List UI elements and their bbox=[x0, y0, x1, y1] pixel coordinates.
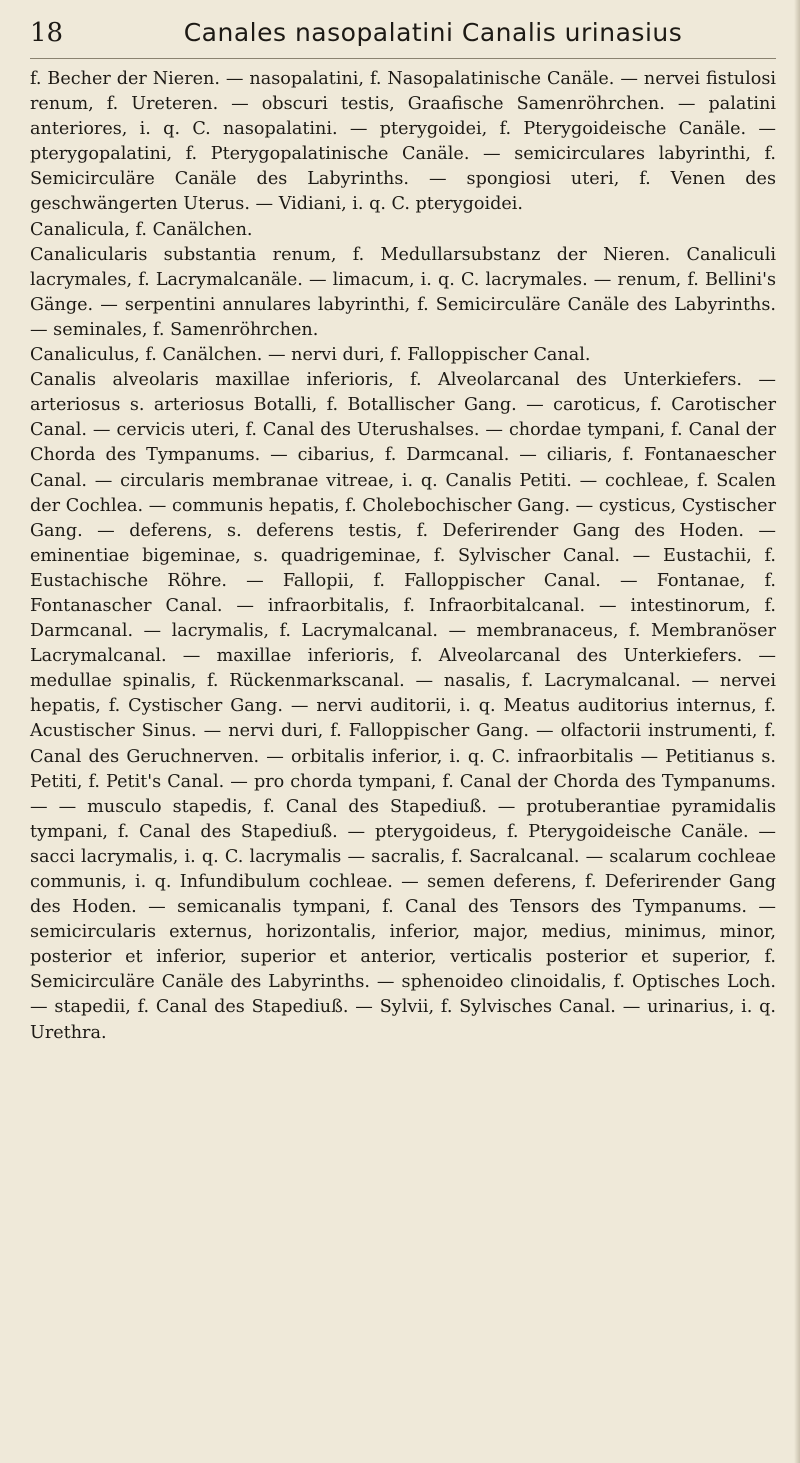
dictionary-entry: Canaliculus, f. Canälchen. — nervi duri, f. Falloppischer Canal. bbox=[30, 345, 591, 366]
dictionary-text bbox=[30, 67, 776, 1046]
page-edge-shadow bbox=[794, 0, 800, 1463]
dictionary-entry: Canalis alveolaris maxillae inferioris, f. Alveolarcanal des Unterkiefers. — arteriosus s. arteriosus Botalli, f. Botallischer Gang. — caroticus, f. Carotischer Canal. — cervicis uteri, f. Canal des Uterushalses. — chordae tympani, f. Canal der Chorda des Tympanums. — cibarius, f. Darmcanal. — ciliaris, f. Fontanaescher Canal. — circularis membranae vitreae, i. q. Canalis Petiti. — cochleae, f. Scalen der Cochlea. — communis hepatis, f. Cholebochischer Gang. — cysticus, Cystischer Gang. — deferens, s. deferens testis, f. Deferirender Gang des Hoden. — eminentiae bigeminae, s. quadrigeminae, f. Sylvischer Canal. — Eustachii, f. Eustachische Röhre. — Fallopii, f. Falloppischer Canal. — Fontanae, f. Fontanascher Canal. — infraorbitalis, f. Infraorbitalcanal. — intestinorum, f. Darmcanal. — lacrymalis, f. Lacrymalcanal. — membranaceus, f. Membranöser Lacrymalcanal. — maxillae inferioris, f. Alveolarcanal des Unterkiefers. — medullae spinalis, f. Rückenmarkscanal. — nasalis, f. Lacrymalcanal. — nervei hepatis, f. Cystischer Gang. — nervi auditorii, i. q. Meatus auditorius internus, f. Acustischer Sinus. — nervi duri, f. Falloppischer Gang. — olfactorii instrumenti, f. Canal des Geruchnerven. — orbitalis inferior, i. q. C. infraorbitalis — Petitianus s. Petiti, f. Petit's Canal. — pro chorda tympani, f. Canal der Chorda des Tympanums. — — musculo stapedis, f. Canal des Stapediuß. — protuberantiae pyramidalis tympani, f. Canal des Stapediuß. — pterygoideus, f. Pterygoideische Canäle. — sacci lacrymalis, i. q. C. lacrymalis — sacralis, f. Sacralcanal. — scalarum cochleae communis, i. q. Infundibulum cochleae. — semen deferens, f. Deferirender Gang des Hoden. — semicanalis tympani, f. Canal des Tensors des Tympanums. — semicircularis externus, horizontalis, inferior, major, medius, minimus, minor, posterior et inferior, superior et anterior, verticalis posterior et superior, f. Semicirculäre Canäle des Labyrinths. — sphenoideo clinoidalis, f. Optisches Loch. — stapedii, f. Canal des Stapediuß. — Sylvii, f. Sylvisches Canal. — urinarius, i. q. Urethra. bbox=[30, 370, 776, 1043]
dictionary-entry: Canalicula, f. Canälchen. bbox=[30, 219, 253, 240]
page-header bbox=[30, 18, 776, 59]
page-number: 18 bbox=[30, 18, 64, 48]
running-title: Canales nasopalatini Canalis urinasius bbox=[183, 18, 683, 47]
dictionary-entry: f. Becher der Nieren. — nasopalatini, f. Nasopalatinische Canäle. — nervei fistulosi renum, f. Ureteren. — obscuri testis, Graafische Samenröhrchen. — palatini anteriores, i. q. C. nasopalatini. — pterygoidei, f. Pterygoideische Canäle. — pterygopalatini, f. Pterygopalatinische Canäle. — semicirculares labyrinthi, f. Semicirculäre Canäle des Labyrinths. — spongiosi uteri, f. Venen des geschwängerten Uterus. — Vidiani, i. q. C. pterygoidei. bbox=[30, 69, 776, 215]
dictionary-entry: Canalicularis substantia renum, f. Medullarsubstanz der Nieren. Canaliculi lacrymales, f. Lacrymalcanäle. — limacum, i. q. C. lacrymales. — renum, f. Bellini's Gänge. — serpentini annulares labyrinthi, f. Semicirculäre Canäle des Labyrinths. — seminales, f. Samenröhrchen. bbox=[30, 244, 776, 340]
